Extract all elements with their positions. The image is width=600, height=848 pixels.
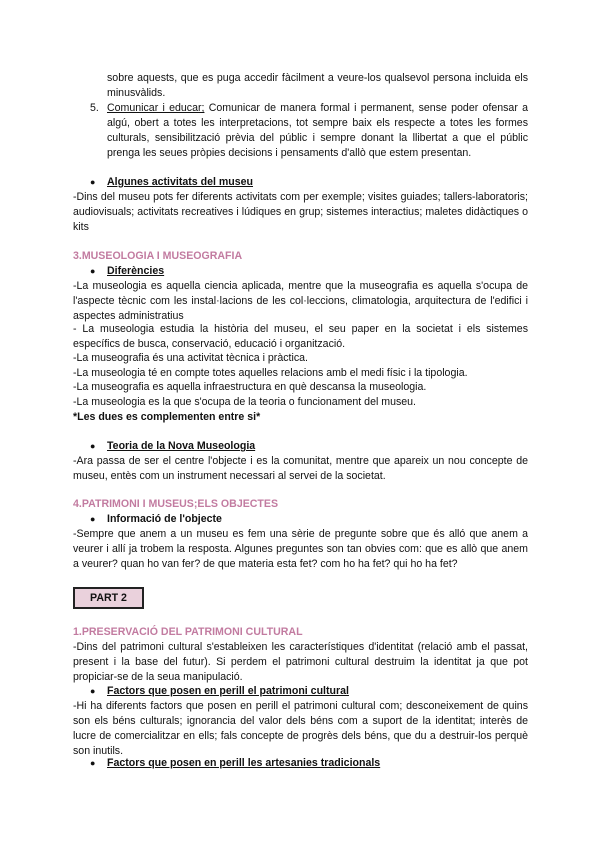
list-continuation-text: sobre aquests, que es puga accedir fàcilment a veure-los qualsevol persona incluida els minusvàlids. (107, 72, 528, 99)
paragraph-diferencies-4: -La museologia té en compte totes aquelles relacions amb el medi físic i la tipologia. (73, 367, 468, 379)
paragraph-diferencies-3: -La museografia és una activitat tècnica i pràctica. (73, 352, 308, 364)
heading-diferencies: Diferències (107, 265, 165, 277)
list-item-title: Comunicar i educar; (107, 102, 205, 114)
list-item-comunicar (107, 101, 528, 161)
paragraph-diferencies-5: -La museografia es aquella infraestructura en què descansa la museologia. (73, 381, 427, 393)
list-item-text: Comunicar de manera formal i permanent, sense poder ofensar a algú, obert a totes les interpretacions, tot sempre baix els respecte a totes les formes culturals, sensibilització prèvia del públic i sempre donant la llibertat a que el públic prenga les seues pròpies decisions i pensaments d'allò que estem presentan. (107, 102, 529, 159)
part-2-label: PART 2 (73, 587, 144, 609)
list-item-number: 5. (90, 102, 99, 114)
bullet-icon: ● (90, 441, 96, 451)
heading-factors-patrimoni: Factors que posen en perill el patrimoni cultural (107, 685, 349, 697)
bullet-icon: ● (90, 514, 96, 524)
heading-activitats: Algunes activitats del museu (107, 176, 254, 188)
paragraph-activitats: -Dins del museu pots fer diferents activitats com per exemple; visites guiades; tallers-laboratoris; audiovisuals; activitats recreatives i lúdiques en grup; sistemes interactius; maletes didàctiques o kits (73, 191, 528, 233)
paragraph-preservacio: -Dins del patrimoni cultural s'estableixen les característiques d'identitat (relació amb el passat, present i la base del futur). Si perdem el patrimoni cultural destruim la identitat ja que pot propiciar-se de la seua manipulació. (73, 641, 528, 683)
bullet-icon: ● (90, 686, 96, 696)
section-title-museologia: 3.MUSEOLOGIA I MUSEOGRAFIA (73, 250, 243, 262)
section-title-preservacio: 1.PRESERVACIÓ DEL PATRIMONI CULTURAL (73, 626, 303, 638)
note-complementen: *Les dues es complementen entre si* (73, 411, 261, 423)
heading-factors-artesanies: Factors que posen en perill les artesanies tradicionals (107, 757, 381, 769)
bullet-icon: ● (90, 266, 96, 276)
paragraph-diferencies-2: - La museologia estudia la història del museu, el seu paper en la societat i els sistemes específics de busca, conservació, educació i organització. (73, 323, 528, 350)
paragraph-informacio-objecte: -Sempre que anem a un museu es fem una sèrie de pregunte sobre que és alló que anem a veurer i allí ja trobem la resposta. Algunes preguntes son tan obvies com: que es allò que anem a veurer? quan ho van fer? de que materia esta fet? com ho ha fet? qui ho ha fet? (73, 528, 528, 570)
bullet-icon: ● (90, 758, 96, 768)
paragraph-factors-patrimoni: -Hi ha diferents factors que posen en perill el patrimoni cultural com; desconeixement de quins son els béns culturals; ignorancia del valor dels béns com a suport de la identitat; interès de lucre de comercialitzar en ells; fals concepte de progrès dels béns, que du a destruir-los perquè son inutils. (73, 700, 528, 757)
section-title-patrimoni: 4.PATRIMONI I MUSEUS;ELS OBJECTES (73, 498, 279, 510)
paragraph-nova-museologia: -Ara passa de ser el centre l'objecte i es la comunitat, mentre que apareix un nou concepte de museu, entès com un instrument necessari al servei de la societat. (73, 455, 528, 482)
paragraph-diferencies-6: -La museologia es la que s'ocupa de la teoria o funcionament del museu. (73, 396, 417, 408)
bullet-icon: ● (90, 177, 96, 187)
paragraph-diferencies-1: -La museologia es aquella ciencia aplicada, mentre que la museografia es aquella s'ocupa de l'aspecte tècnic com les instal·lacions de les col·leccions, climatologia, arquitectura de l'edifici i aspectes administratius (73, 280, 528, 322)
heading-nova-museologia: Teoria de la Nova Museologia (107, 440, 256, 452)
heading-informacio-objecte: Informació de l'objecte (107, 513, 222, 525)
